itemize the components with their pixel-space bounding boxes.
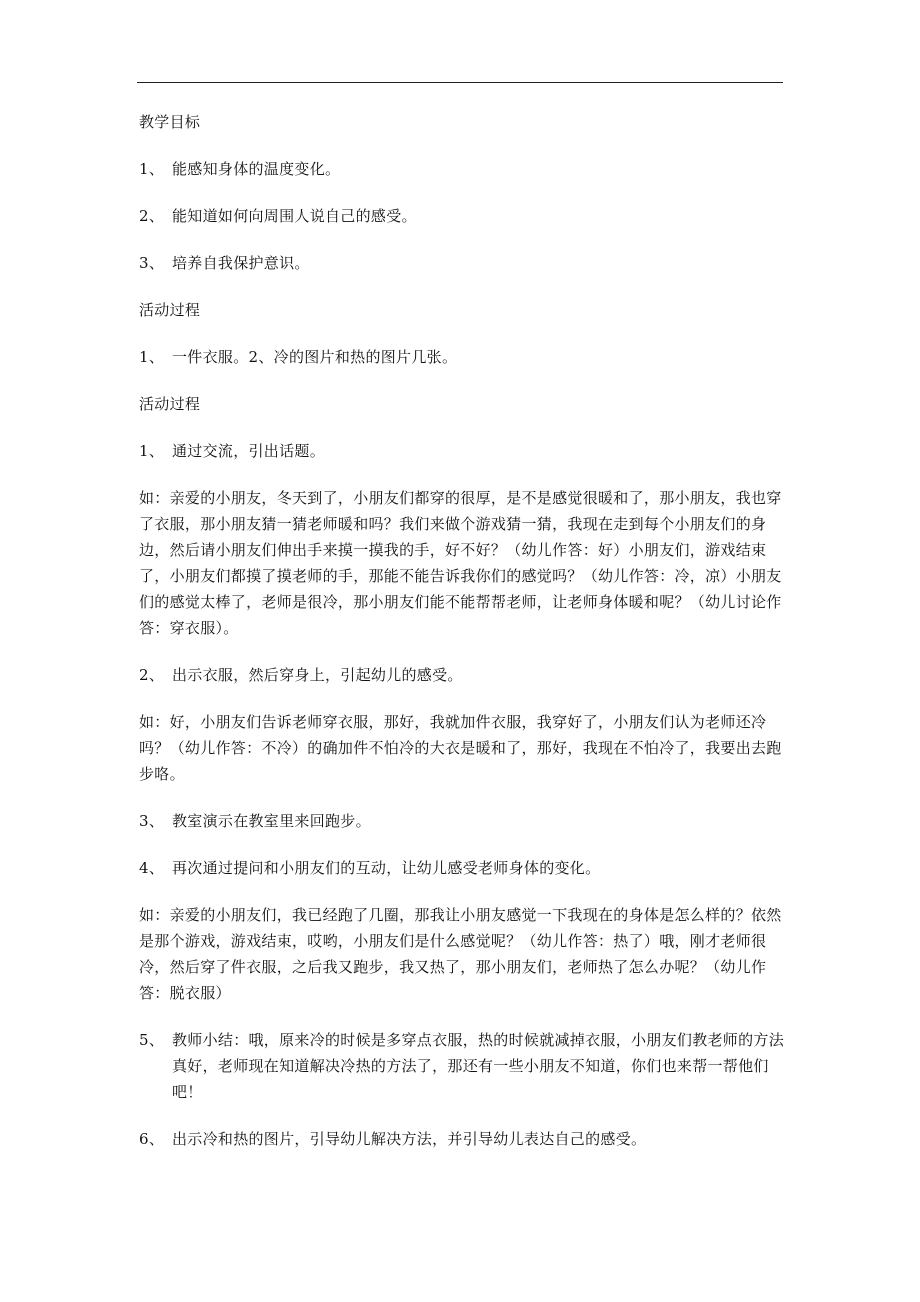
section-heading-prep: 活动过程 <box>139 301 201 319</box>
goal-item-1 <box>139 156 785 182</box>
goal-number: 3、 <box>139 254 165 272</box>
header-rule <box>137 82 783 83</box>
section-heading-process: 活动过程 <box>139 395 201 413</box>
goal-item-3 <box>139 250 785 276</box>
example-paragraph-1: 如：亲爱的小朋友，冬天到了，小朋友们都穿的很厚，是不是感觉很暖和了，那小朋友，我也穿了衣服，那小朋友猜一猜老师暖和吗？我们来做个游戏猜一猜，我现在走到每个小朋友们的身边，然后请小朋友们伸出手来摸一摸我的手，好不好？（幼儿作答：好）小朋友们，游戏结束了，小朋友们都摸了摸老师的手，那能不能告诉我你们的感觉吗？（幼儿作答：冷，凉）小朋友们的感觉太棒了，老师是很冷，那小朋友们能不能帮帮老师，让老师身体暖和呢？（幼儿讨论作答：穿衣服）。 <box>139 489 782 637</box>
step-text: 出示冷和热的图片，引导幼儿解决方法，并引导幼儿表达自己的感受。 <box>172 1130 647 1148</box>
section-heading-goals: 教学目标 <box>139 113 201 131</box>
example-paragraph-2: 如：好，小朋友们告诉老师穿衣服，那好，我就加件衣服，我穿好了，小朋友们认为老师还冷吗？（幼儿作答：不冷）的确加件不怕冷的大衣是暖和了，那好，我现在不怕冷了，我要出去跑步咯。 <box>139 713 782 783</box>
prep-item <box>139 344 785 370</box>
step-text: 通过交流，引出话题。 <box>172 442 326 460</box>
goal-item-2 <box>139 203 785 229</box>
example-paragraph-3: 如：亲爱的小朋友们，我已经跑了几圈，那我让小朋友感觉一下我现在的身体是怎么样的？依然是那个游戏，游戏结束，哎哟，小朋友们是什么感觉呢？（幼儿作答：热了）哦，刚才老师很冷，然后穿了件衣服，之后我又跑步，我又热了，那小朋友们，老师热了怎么办呢？（幼儿作答：脱衣服） <box>139 906 782 1002</box>
step-number: 4、 <box>139 859 165 877</box>
step-number: 1、 <box>139 442 165 460</box>
step-item-3 <box>139 808 785 834</box>
prep-text: 一件衣服。2、冷的图片和热的图片几张。 <box>172 348 458 366</box>
step-item-1 <box>139 438 785 464</box>
step-item-6 <box>139 1126 785 1152</box>
goal-text: 能感知身体的温度变化。 <box>172 160 341 178</box>
step-number: 3、 <box>139 812 165 830</box>
step-item-5 <box>139 1027 785 1105</box>
step-text: 教室演示在教室里来回跑步。 <box>172 812 371 830</box>
step-number: 5、 <box>139 1031 165 1049</box>
step-item-4 <box>139 855 785 881</box>
prep-number: 1、 <box>139 348 165 366</box>
step-number: 6、 <box>139 1130 165 1148</box>
document-body <box>139 109 785 1173</box>
step-number: 2、 <box>139 666 165 684</box>
step-text: 教师小结：哦，原来冷的时候是多穿点衣服，热的时候就减掉衣服，小朋友们教老师的方法真好，老师现在知道解决冷热的方法了，那还有一些小朋友不知道，你们也来帮一帮他们吧！ <box>172 1031 785 1101</box>
goal-number: 2、 <box>139 207 165 225</box>
goal-number: 1、 <box>139 160 165 178</box>
step-text: 再次通过提问和小朋友们的互动，让幼儿感受老师身体的变化。 <box>172 859 601 877</box>
goal-text: 培养自我保护意识。 <box>172 254 310 272</box>
step-text: 出示衣服，然后穿身上，引起幼儿的感受。 <box>172 666 463 684</box>
goal-text: 能知道如何向周围人说自己的感受。 <box>172 207 417 225</box>
step-item-2 <box>139 662 785 688</box>
